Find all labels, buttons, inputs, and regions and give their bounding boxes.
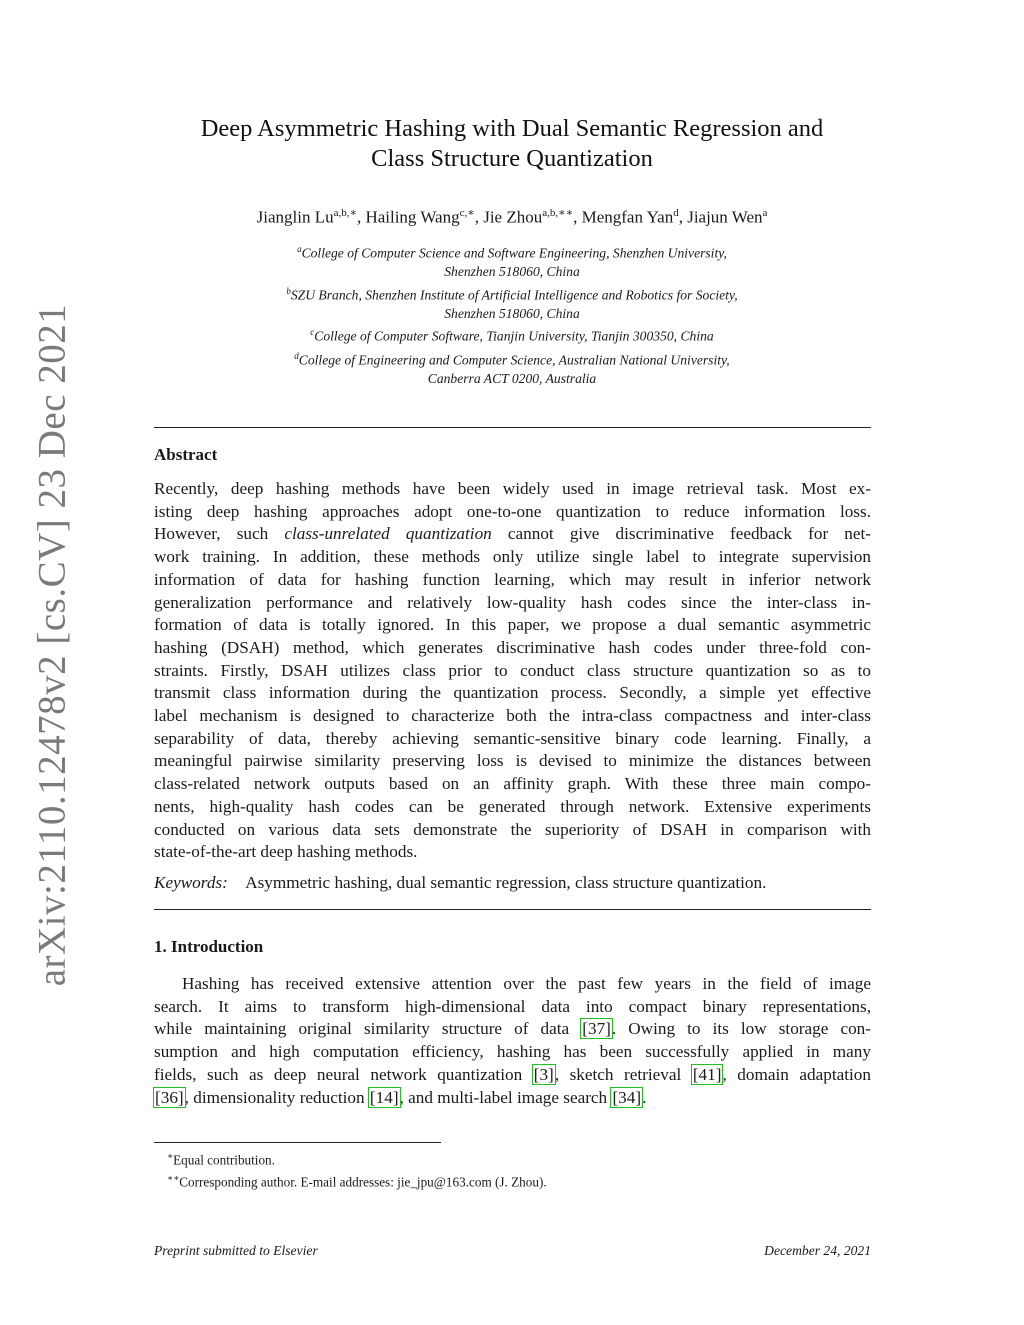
footnote-rule [154, 1142, 441, 1143]
footnote [167, 1147, 547, 1169]
author-affiliation-marks: a [762, 207, 768, 219]
abstract-line: label mechanism is designed to characterize both the intra-class compactness and inter-class [154, 706, 871, 726]
abstract-line: nents, high-quality hash codes can be generated through network. Extensive experiments [154, 796, 871, 816]
footnote-mark: ∗ [167, 1151, 174, 1161]
abstract-line: generalization performance and relatively low-quality hash codes since the inter-class in- [154, 592, 871, 612]
introduction-line: Hashing has received extensive attention over the past few years in the field of image [182, 974, 871, 993]
abstract-heading: Abstract [154, 445, 218, 464]
keywords-label: Keywords: [154, 873, 228, 892]
abstract-line: straints. Firstly, DSAH utilizes class prior to conduct class structure quantization so as to [154, 660, 871, 680]
introduction-line: while maintaining original similarity structure of data [37]. Owing to its low storage con- [154, 1019, 871, 1039]
abstract-line: isting deep hashing approaches adopt one-to-one quantization to reduce information loss. [154, 501, 871, 521]
citation-link[interactable]: [14] [369, 1087, 399, 1107]
affiliation-line [150, 263, 874, 282]
introduction-line: search. It aims to transform high-dimensional data into compact binary representations, [154, 996, 871, 1016]
affiliation-mark: d [294, 350, 299, 361]
abstract-line: separability of data, thereby achieving semantic-sensitive binary code learning. Finally, a [154, 728, 871, 748]
footnote [167, 1169, 547, 1191]
author-name: Jie Zhou [483, 207, 543, 227]
affiliation-line [150, 240, 874, 263]
citation-link[interactable]: [34] [612, 1087, 642, 1107]
abstract-line: state-of-the-art deep hashing methods. [154, 842, 418, 862]
author-list: Jianglin $Lu^{a,b,∗}$, Hailing Wang$^{c,∗}$, Jie Zhou$^{a,b,∗∗}$, Mengfan Yan$^d$, Jiajun Wen$^a$ [256, 207, 768, 227]
title-line-1: Deep Asymmetric Hashing with Dual Semantic Regression and [200, 115, 824, 142]
author-name: Jianglin Lu [256, 207, 334, 227]
abstract-line: Recently, deep hashing methods have been widely used in image retrieval task. Most ex- [154, 479, 871, 498]
title-line-2: Class Structure Quantization [371, 145, 653, 172]
abstract-line: transmit class information during the quantization process. Secondly, a simple yet effective [154, 683, 871, 703]
affiliations [150, 240, 874, 388]
affiliation-text: Canberra ACT 0200, Australia [427, 370, 597, 386]
affiliation-mark: b [286, 285, 291, 296]
introduction-line: fields, such as deep neural network quantization [3], sketch retrieval [41], domain adaptation [154, 1064, 871, 1084]
affiliation-line [150, 305, 874, 324]
introduction-heading: 1. Introduction [154, 937, 264, 956]
footnote-text: Corresponding author. E-mail addresses: jie_jpu@163.com (J. Zhou). [179, 1174, 547, 1190]
affiliation-line [150, 323, 874, 346]
abstract-bottom-rule [154, 909, 871, 910]
abstract-body [154, 478, 871, 864]
author-affiliation-marks: a,b,∗ [333, 207, 357, 219]
footer-preprint-note: Preprint submitted to Elsevier [154, 1243, 318, 1258]
arxiv-identifier[interactable]: arXiv:2110.12478v2 [cs.CV] 23 Dec 2021 [30, 303, 74, 987]
affiliation-text: College of Computer Software, Tianjin University, Tianjin 300350, China [314, 328, 714, 344]
author-name: Jiajun Wen [687, 207, 763, 227]
affiliation-text: College of Computer Science and Software Engineering, Shenzhen University, [301, 245, 727, 261]
introduction-line: sumption and high computation efficiency, hashing has been successfully applied in many [154, 1042, 871, 1062]
author-name: Hailing Wang [365, 207, 460, 227]
introduction-line: [36], dimensionality reduction [14], and multi-label image search [34]. [155, 1087, 647, 1107]
abstract-line: class-related network outputs based on an affinity graph. With these three main compo- [154, 774, 871, 794]
footer-date: December 24, 2021 [764, 1243, 871, 1258]
abstract-line: information of data for hashing function learning, which may result in inferior network [154, 569, 871, 589]
affiliation-text: Shenzhen 518060, China [444, 305, 580, 321]
affiliation-line [150, 282, 874, 305]
author-affiliation-marks: a,b,∗∗ [542, 207, 574, 219]
affiliation-line [150, 347, 874, 370]
citation-link[interactable]: [41] [692, 1064, 722, 1084]
paper-title [150, 114, 874, 174]
affiliation-mark: a [297, 244, 302, 254]
introduction-body [154, 973, 871, 1109]
affiliation-text: College of Engineering and Computer Science, Australian National University, [298, 352, 730, 368]
abstract-line: formation of data is totally ignored. In this paper, we propose a dual semantic asymmetric [154, 615, 871, 635]
abstract-line: conducted on various data sets demonstrate the superiority of DSAH in comparison with [154, 819, 871, 839]
footnote-text: Equal contribution. [173, 1152, 275, 1168]
affiliation-text: Shenzhen 518060, China [444, 264, 580, 280]
abstract-line: work training. In addition, these methods only utilize single label to integrate supervision [154, 547, 871, 567]
abstract-line: However, such class-unrelated quantization cannot give discriminative feedback for net- [154, 524, 872, 544]
affiliation-mark: c [310, 327, 315, 338]
keywords-text: Asymmetric hashing, dual semantic regression, class structure quantization. [245, 873, 767, 892]
abstract-top-rule [154, 427, 871, 428]
affiliation-line [150, 370, 874, 389]
author-affiliation-marks: c,∗ [459, 207, 475, 219]
emphasis: class-unrelated quantization [284, 524, 492, 544]
affiliation-text: SZU Branch, Shenzhen Institute of Artificial Intelligence and Robotics for Society, [290, 287, 738, 303]
citation-link[interactable]: [36] [155, 1087, 184, 1107]
footnote-mark: ∗∗ [167, 1173, 180, 1184]
keywords [154, 872, 871, 894]
footnotes [167, 1147, 547, 1192]
citation-link[interactable]: [3] [533, 1064, 554, 1084]
author-affiliation-marks: d [673, 207, 679, 219]
abstract-line: meaningful pairwise similarity preserving loss is devised to minimize the distances between [154, 751, 871, 771]
citation-link[interactable]: [37] [582, 1019, 611, 1039]
abstract-line: hashing (DSAH) method, which generates discriminative hash codes under three-fold con- [154, 637, 871, 657]
author-name: Mengfan Yan [581, 207, 674, 227]
